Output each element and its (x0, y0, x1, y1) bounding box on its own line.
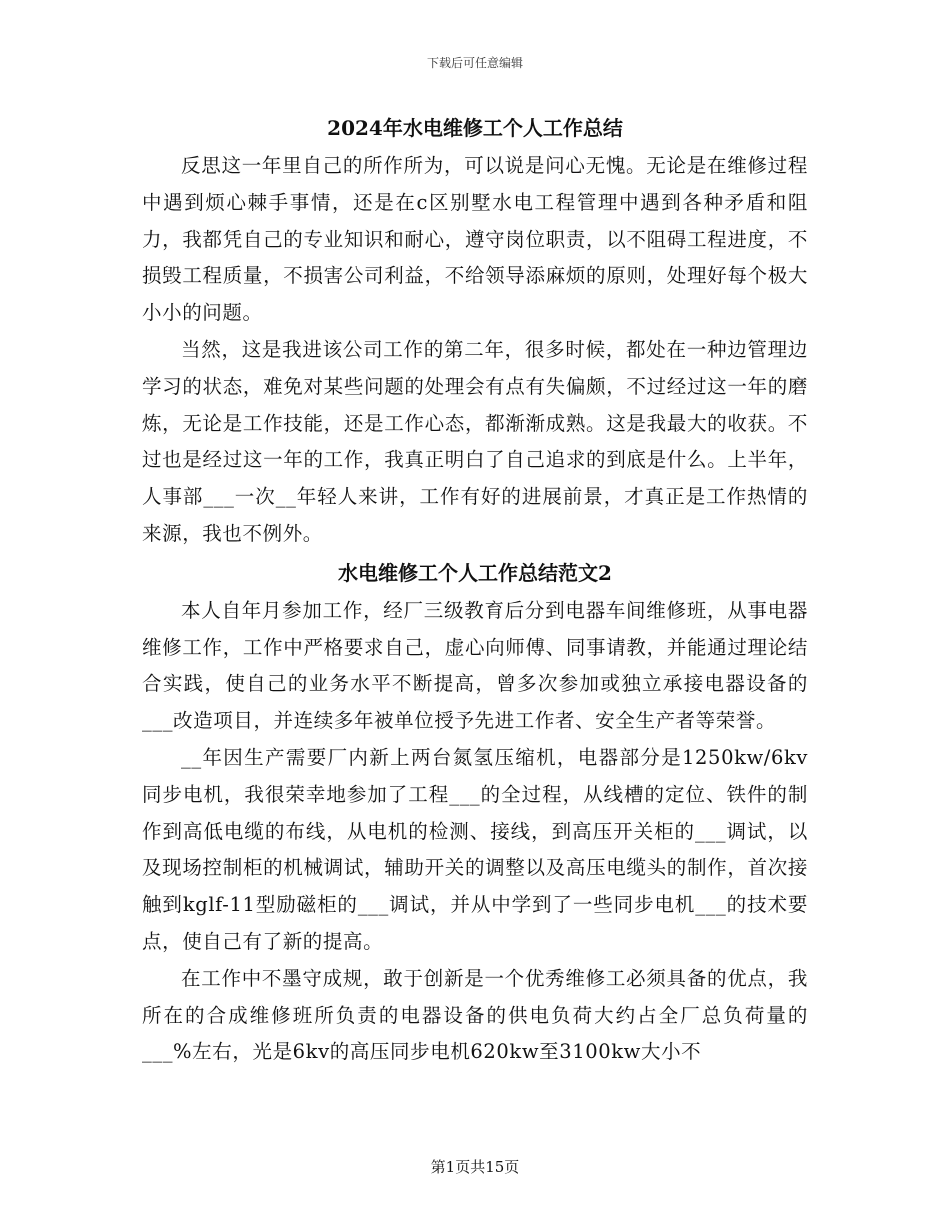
page-header-note: 下载后可任意编辑 (426, 56, 523, 70)
document-title: 2024年水电维修工个人工作总结 (327, 116, 623, 140)
paragraph: 反思这一年里自己的所作所为，可以说是问心无愧。无论是在维修过程中遇到烦心棘手事情，还是在c区别墅水电工程管理中遇到各种矛盾和阻力，我都凭自己的专业知识和耐心，遵守岗位职责，以不阻碍工程进度，不损毁工程质量，不损害公司利益，不给领导添麻烦的原则，处理好每个极大小小的问题。 (142, 154, 808, 325)
document-body (142, 108, 808, 1071)
page-number: 第1页共15页 (430, 1158, 520, 1176)
paragraph: 本人自年月参加工作，经厂三级教育后分到电器车间维修班，从事电器维修工作，工作中严格要求自己，虚心向师傅、同事请教，并能通过理论结合实践，使自己的业务水平不断提高，曾多次参加或独立承接电器设备的___改造项目，并连续多年被单位授予先进工作者、安全生产者等荣誉。 (142, 598, 808, 733)
paragraph: __年因生产需要厂内新上两台氮氢压缩机，电器部分是1250kw/6kv同步电机，我很荣幸地参加了工程___的全过程，从线槽的定位、铁件的制作到高低电缆的布线，从电机的检测、接线，到高压开关柜的___调试，以及现场控制柜的机械调试，辅助开关的调整以及高压电缆头的制作，首次接触到kglf-11型励磁柜的___调试，并从中学到了一些同步电机___的技术要点，使自己有了新的提高。 (142, 745, 808, 953)
paragraph: 在工作中不墨守成规，敢于创新是一个优秀维修工必须具备的优点，我所在的合成维修班所负责的电器设备的供电负荷大约占全厂总负荷量的___%左右，光是6kv的高压同步电机620kw至3100kw大小不 (142, 966, 808, 1064)
paragraph: 当然，这是我进该公司工作的第二年，很多时候，都处在一种边管理边学习的状态，难免对某些问题的处理会有点有失偏颇，不过经过这一年的磨炼，无论是工作技能，还是工作心态，都渐渐成熟。这是我最大的收获。不过也是经过这一年的工作，我真正明白了自己追求的到底是什么。上半年，人事部___一次__年轻人来讲，工作有好的进展前景，才真正是工作热情的来源，我也不例外。 (142, 337, 808, 545)
section-title: 水电维修工个人工作总结范文2 (338, 560, 612, 585)
